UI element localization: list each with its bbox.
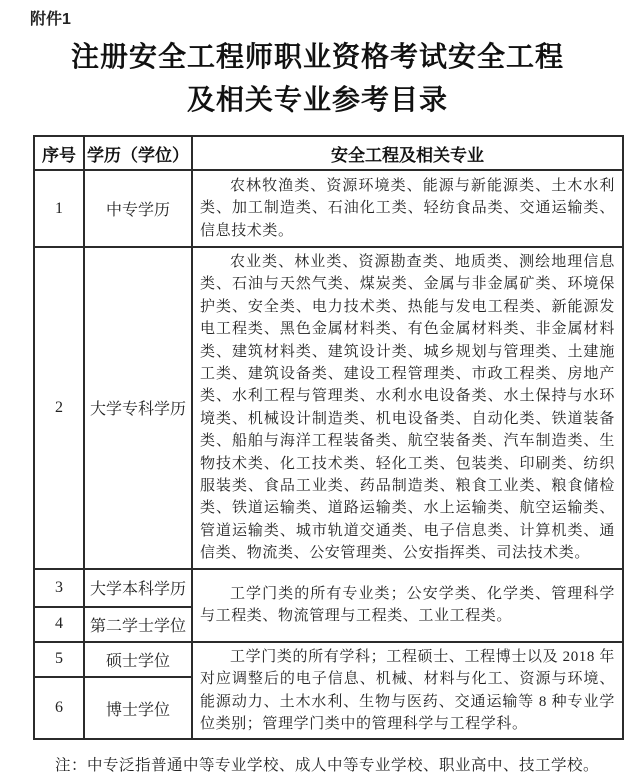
majors-cell — [192, 170, 623, 247]
majors-cell-rows-5-6 — [192, 642, 623, 740]
majors-table — [33, 135, 624, 740]
degree-cell: 博士学位 — [84, 677, 192, 739]
majors-text: 工学门类的所有学科；工程硕士、工程博士以及 2018 年对应调整后的电子信息、机械、材料与化工、资源与环境、能源动力、土木水利、生物与医药、交通运输等 8 种专业学位类别；管理学门类中的管理科学与工程学科。 — [200, 648, 615, 732]
serial-cell: 5 — [34, 642, 84, 677]
degree-cell: 第二学士学位 — [84, 607, 192, 642]
majors-text: 工学门类的所有专业类；公安学类、化学类、管理科学与工程类、物流管理与工程类、工业工程类。 — [200, 585, 615, 625]
majors-text: 农业类、林业类、资源勘查类、地质类、测绘地理信息类、石油与天然气类、煤炭类、金属与非金属矿类、环境保护类、安全类、电力技术类、热能与发电工程类、新能源发电工程类、黑色金属材料类、有色金属材料类、非金属材料类、建筑材料类、建筑设计类、城乡规划与管理类、土建施工类、建筑设备类、建设工程管理类、市政工程类、房地产类、水利工程与管理类、水利水电设备类、水土保持与水环境类、机械设计制造类、机电设备类、自动化类、铁道装备类、船舶与海洋工程装备类、航空装备类、汽车制造类、生物技术类、化工技术类、轻化工类、包装类、印刷类、纺织服装类、食品工业类、药品制造类、粮食工业类、粮食储检类、铁道运输类、道路运输类、水上运输类、航空运输类、管道运输类、城市轨道交通类、电子信息类、计算机类、通信类、物流类、公安管理类、公安指挥类、司法技术类。 — [200, 254, 615, 562]
attachment-label: 附件1 — [30, 11, 71, 28]
serial-cell: 4 — [34, 607, 84, 642]
degree-cell: 中专学历 — [84, 170, 192, 247]
serial-cell: 3 — [34, 569, 84, 607]
degree-cell: 硕士学位 — [84, 642, 192, 677]
title-line-2: 及相关专业参考目录 — [186, 85, 448, 116]
degree-cell: 大学专科学历 — [84, 247, 192, 569]
table-header-row — [34, 136, 623, 170]
serial-cell: 1 — [34, 170, 84, 247]
table-row-1 — [34, 170, 623, 247]
table-row-2 — [34, 247, 623, 569]
serial-cell: 6 — [34, 677, 84, 739]
majors-cell — [192, 247, 623, 569]
serial-cell: 2 — [34, 247, 84, 569]
majors-cell-rows-3-4 — [192, 569, 623, 642]
footnote: 注：中专泛指普通中等专业学校、成人中等专业学校、职业高中、技工学校。 — [55, 757, 600, 774]
header-cell-no: 序号 — [34, 136, 84, 170]
table-row-3 — [34, 569, 623, 607]
title-line-1: 注册安全工程师职业资格考试安全工程 — [70, 42, 564, 73]
majors-text: 农林牧渔类、资源环境类、能源与新能源类、土木水利类、加工制造类、石油化工类、轻纺食品类、交通运输类、信息技术类。 — [200, 177, 615, 239]
table-row-5 — [34, 642, 623, 677]
degree-cell: 大学本科学历 — [84, 569, 192, 607]
header-cell-majors: 安全工程及相关专业 — [192, 136, 623, 170]
header-cell-degree: 学历（学位） — [84, 136, 192, 170]
page-title — [0, 36, 635, 122]
